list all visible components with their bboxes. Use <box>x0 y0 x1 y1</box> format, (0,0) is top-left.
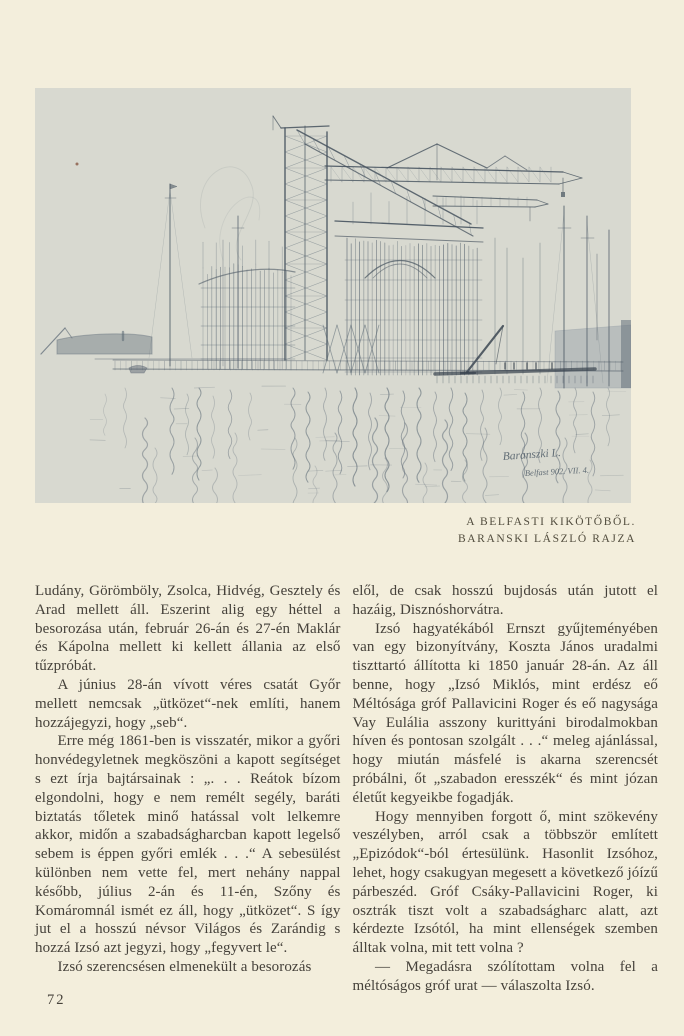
paragraph: Erre még 1861-ben is visszatér, mikor a győri honvédegyletnek megköszöni a kapott segítséget s ezt írja bajtársainak : „. . . Reátok bízom elgondolni, hogy e nem remélt segély, baráti biztatás tőletek minő hatással volt lelkemre akkor, midőn a szabadságharcban kapott legelső sebem is éppen győri emlék . . .“ A sebesülést különben nem vette fel, mert nehány nappal később, július 2-án és 11-én, Szőny és Komáromnál ismét ez áll, hogy „ütközet“. S így jut el a hosszú névsor Világos és Zarándig s hozzá Izsó azt jegyzi, hogy „fegyvert le“. <box>35 733 341 957</box>
harbor-illustration <box>35 88 631 503</box>
paragraph: Ludány, Görömböly, Zsolca, Hidvég, Gesztely és Arad mellett áll. Eszerint alig egy héttel a besorozása után, február 26-án és 27-én Maklár és Kápolna mellett ki kellett állania az első tűzpróbát. <box>35 583 341 675</box>
paragraph: A június 28-án vívott véres csatát Győr mellett nemcsak „ütközet“-nek említi, hanem hozzájegyzi, hogy „seb“. <box>35 676 341 731</box>
column-right <box>353 582 659 996</box>
paragraph: Izsó hagyatékából Ernszt gyűjteményében van egy bizonyítvány, Koszta János uradalmi tiszttartó állította ki 1850 január 28-án. Az áll benne, hogy „Izsó Miklós, mint erdész eő Méltósága gróf Pallavicini Roger és eő nagysága Vay Eulália asszony kurittyáni birodalmokban híven és pontosan szolgált . . .“ meleg ajánlással, hogy miután másfelé is akarna szerencsét próbálni, őt „szabadon eresszék“ és mint józan életűt kegyeikbe fogadják. <box>352 620 658 806</box>
column-left <box>35 582 341 996</box>
signature-name: Baranszki L. <box>502 446 562 463</box>
caption-credit: BARANSKI LÁSZLÓ RAJZA <box>458 532 636 545</box>
figure-caption <box>458 514 636 547</box>
signature-place-date: Belfast 902. VII. 4. <box>524 464 590 478</box>
paragraph: elől, de csak hosszú bujdosás után jutott el hazáig, Disznóshorvátra. <box>352 583 658 618</box>
text-columns <box>35 582 658 996</box>
page-number: 72 <box>47 992 66 1008</box>
caption-title: A BELFASTI KIKÖTŐBŐL. <box>466 516 636 528</box>
paragraph: Hogy mennyiben forgott ő, mint szökevény veszélyben, arról csak a többször említett „Epizódok“-ból értesülünk. Hasonlit Izsóhoz, lehet, hogy csakugyan megesett a következő jóízű párbeszéd. Gróf Csáky-Pallavicini Roger, ki osztrák tiszt volt a szabadságharc alatt, azt kérdezte Izsótól, ha mint ellenségek szemben álltak volna, mit tett volna ? <box>352 808 658 957</box>
paragraph: — Megadásra szólítottam volna fel a méltóságos gróf urat — válaszolta Izsó. <box>352 958 658 994</box>
paragraph: Izsó szerencsésen elmenekült a besorozás <box>57 958 312 975</box>
harbor-drawing-svg <box>35 88 631 503</box>
